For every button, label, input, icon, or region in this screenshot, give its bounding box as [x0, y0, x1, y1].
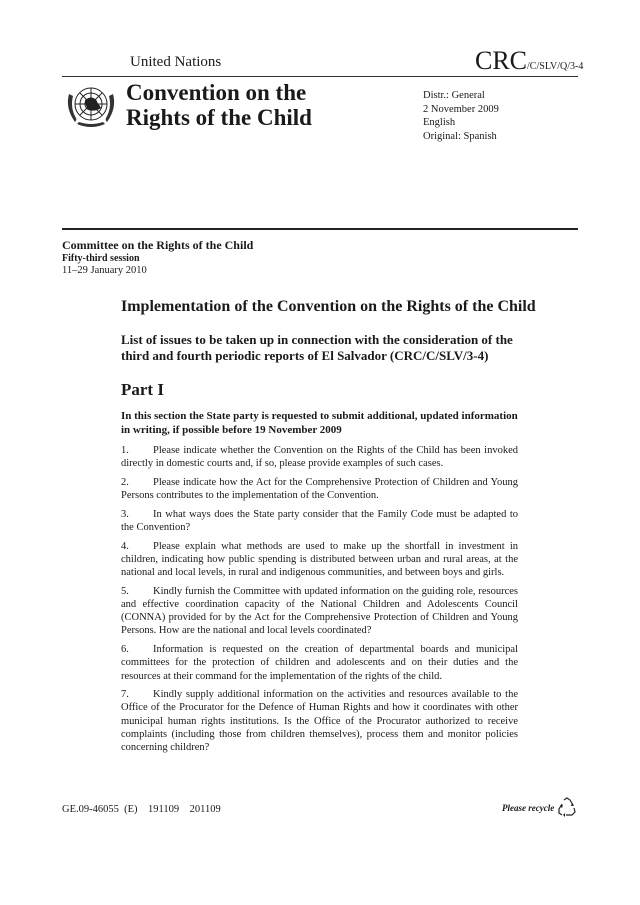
section-intro: In this section the State party is requested to submit additional, updated information in writing, if possible before 19 November 2009 — [121, 410, 518, 436]
un-emblem-icon — [63, 80, 119, 130]
paragraph — [121, 540, 518, 580]
distribution-date: 2 November 2009 — [423, 103, 499, 115]
paragraph-number: 6. — [121, 644, 129, 656]
symbol-sub: /C/SLV/Q/3-4 — [527, 61, 584, 72]
paragraph-list — [121, 444, 518, 760]
paragraph-text: Kindly furnish the Committee with updated information on the guiding role, resources and effective coordination capacity of the National Children and Adolescents Council (CONNA) provided for by the Act for the Comprehensive Protection of Children and Young Persons. How are the national and local levels coordinated? — [121, 585, 518, 637]
session-name: Fifty-third session — [62, 253, 140, 264]
paragraph-text: Information is requested on the creation of departmental boards and municipal committees for the protection of children and adolescents and on their duties and the resources at their command for the implementation of the rights of the child. — [121, 644, 518, 682]
distribution-block — [423, 89, 499, 143]
recycle-notice — [502, 796, 578, 820]
distribution-original: Original: Spanish — [423, 130, 497, 142]
paragraph — [121, 508, 518, 534]
paragraph-number: 2. — [121, 476, 129, 488]
session-dates: 11–29 January 2010 — [62, 265, 147, 276]
recycle-icon — [556, 796, 578, 820]
paragraph-text: In what ways does the State party consider that the Family Code must be adapted to the Convention? — [121, 508, 518, 534]
paragraph-number: 5. — [121, 585, 129, 597]
section-divider — [62, 228, 578, 230]
paragraph — [121, 476, 518, 502]
distribution-language: English — [423, 117, 456, 128]
document-subtitle: List of issues to be taken up in connection with the consideration of the third and fourth periodic reports of El Salvador (CRC/C/SLV/3-4) — [121, 332, 513, 363]
committee-name: Committee on the Rights of the Child — [62, 238, 254, 252]
paragraph-number: 4. — [121, 540, 129, 552]
paragraph — [121, 643, 518, 683]
distribution-status: Distr.: General — [423, 90, 485, 101]
recycle-label: Please recycle — [502, 803, 555, 813]
paragraph-number: 7. — [121, 689, 129, 701]
title-line-1: Convention on the — [126, 80, 307, 105]
paragraph-text: Please explain what methods are used to make up the shortfall in investment in children, indicating how public spending is distributed between urban and rural areas, at the national and local levels, in rural and indigenous communities, and between boys and girls. — [121, 540, 518, 579]
paragraph — [121, 688, 518, 754]
organization-name: United Nations — [130, 54, 222, 70]
paragraph — [121, 585, 518, 638]
paragraph — [121, 444, 518, 470]
title-line-2: Rights of the Child — [126, 105, 312, 130]
job-number: GE.09-46055 (E) 191109 201109 — [62, 804, 221, 815]
paragraph-number: 1. — [121, 445, 129, 456]
paragraph-number: 3. — [121, 508, 129, 520]
document-title: Implementation of the Convention on the Rights of the Child — [121, 298, 536, 315]
treaty-body-title — [126, 80, 312, 130]
paragraph-text: Please indicate whether the Convention on the Rights of the Child has been invoked directly in domestic courts and, if so, please provide examples of such cases. — [121, 445, 518, 470]
part-heading: Part I — [121, 380, 164, 399]
paragraph-text: Kindly supply additional information on the activities and resources available to the Office of the Procurator for the Defence of Human Rights and how it coordinates with other municipal human rights institutions. Is the Office of the Procurator authorized to receive complaints (including those from children themselves), process them and monitor policies concerning children? — [121, 689, 518, 754]
symbol-main: CRC — [475, 46, 528, 75]
document-symbol — [475, 46, 583, 76]
paragraph-text: Please indicate how the Act for the Comprehensive Protection of Children and Young Persons contributes to the implementation of the Convention. — [121, 476, 518, 502]
header-divider — [62, 76, 578, 77]
